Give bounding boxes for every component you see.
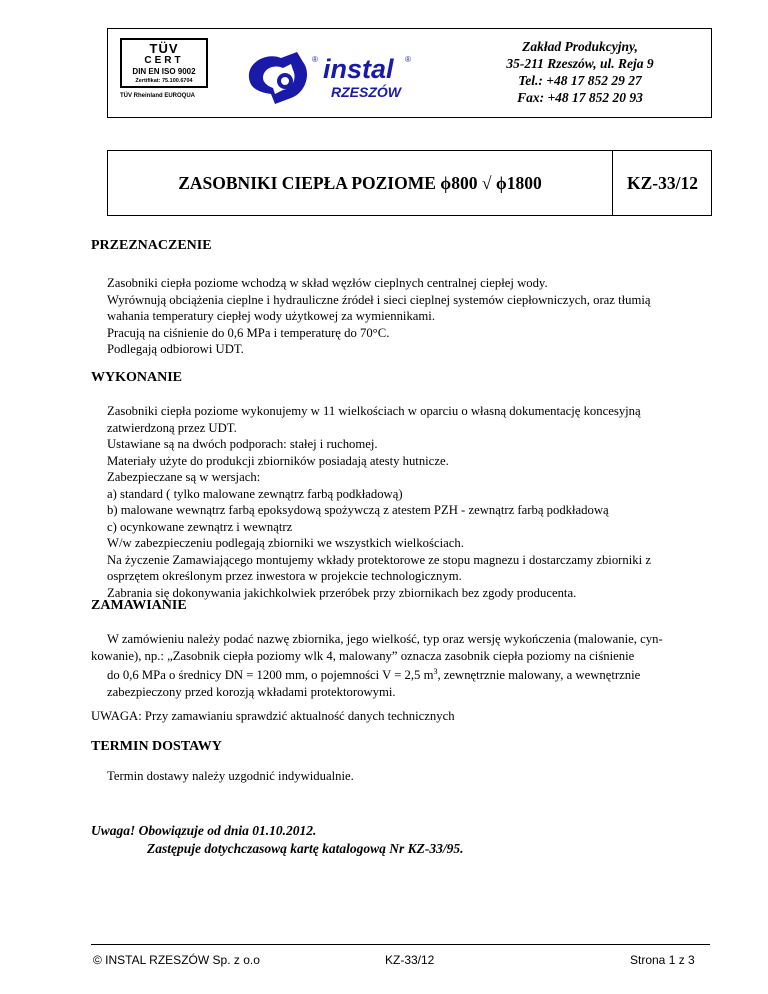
text-segment: , zewnętrznie malowany, a wewnętrznie: [437, 668, 641, 683]
tuv-cert-word: CERT: [144, 55, 184, 66]
superscript: 3: [433, 667, 438, 676]
list-item: a) standard ( tylko malowane zewnątrz farbą podkładową): [107, 486, 403, 501]
list-item: b) malowane wewnątrz farbą epoksydową spożywczą z atestem PZH - zewnątrz farbą podkładową: [107, 503, 609, 517]
termin-body: Termin dostawy należy uzgodnić indywidualnie.: [107, 769, 354, 783]
tuv-zertifikat: Zertifikat: 75.100.6704: [135, 78, 193, 84]
text-line: Na życzenie Zamawiającego montujemy wkłady protektorowe ze stopu magnezu i dostarczamy zbiorniki z: [107, 552, 651, 567]
tuv-brand: TÜV: [149, 41, 179, 56]
order-warning: UWAGA: Przy zamawianiu sprawdzić aktualność danych technicznych: [91, 709, 455, 723]
tuv-issuer: TÜV Rheinland EUROQUA: [120, 93, 196, 99]
catalog-code: KZ-33/12: [627, 172, 698, 193]
text-line: Zasobniki ciepła poziome wykonujemy w 11 wielkościach w oparciu o własną dokumentację koncesyjną: [107, 404, 641, 418]
footer-code: KZ-33/12: [385, 953, 435, 967]
contact-line: Zakład Produkcyjny,: [522, 39, 638, 54]
text-line: wahania temperatury ciepłej wody użytkowej za wymiennikami.: [107, 309, 435, 323]
text-line: kowanie), np.: „Zasobnik ciepła poziomy wlk 4, malowany” oznacza zasobnik ciepła poziomy na ciśnienie: [91, 648, 635, 663]
contact-line: Fax: +48 17 852 20 93: [517, 90, 643, 105]
validity-notice: [91, 822, 464, 858]
footer-rule: [91, 944, 710, 945]
przeznaczenie-body: [107, 275, 651, 358]
text-line: Wyrównują obciążenia cieplne i hydrauliczne źródeł i sieci cieplnej systemów ciepłowniczych, oraz tłumią: [107, 292, 651, 307]
text-line: osprzętem określonym przez inwestora w projekcie technologicznym.: [107, 569, 462, 583]
tuv-standard: DIN EN ISO 9002: [132, 67, 196, 76]
notice-line: Uwaga! Obowiązuje od dnia 01.10.2012.: [91, 823, 317, 838]
text-line: Materiały użyte do produkcji zbiorników posiadają atesty hutnicze.: [107, 453, 449, 468]
text-line: Podlegają odbiorowi UDT.: [107, 342, 244, 356]
text-line: Zabezpieczane są w wersjach:: [107, 470, 261, 484]
text-segment: do 0,6 MPa o średnicy DN = 1200 mm, o pojemności V = 2,5 m: [107, 668, 434, 683]
wykonanie-body: [107, 403, 651, 601]
notice-line: Zastępuje dotychczasową kartę katalogową Nr KZ-33/95.: [147, 841, 464, 856]
zamawianie-body: [91, 631, 663, 700]
text-line: zatwierdzoną przez UDT.: [107, 420, 237, 435]
text-line: W zamówieniu należy podać nazwę zbiornika, jego wielkość, typ oraz wersję wykończenia (malowanie, cyn-: [107, 632, 663, 646]
contact-block: [460, 38, 700, 106]
tuv-cert-logo: [120, 38, 210, 108]
section-heading-zamawianie: ZAMAWIANIE: [91, 598, 187, 613]
text-line: zabezpieczony przed korozją wkładami protektorowymi.: [107, 684, 396, 699]
footer-page-number: Strona 1 z 3: [630, 953, 695, 967]
logo-word: instal: [323, 54, 394, 84]
contact-line: 35-211 Rzeszów, ul. Reja 9: [506, 56, 654, 71]
text-line: Ustawiane są na dwóch podporach: stałej i ruchomej.: [107, 437, 378, 451]
footer-copyright: © INSTAL RZESZÓW Sp. z o.o: [93, 953, 260, 967]
text-line: Zasobniki ciepła poziome wchodzą w skład węzłów cieplnych centralnej ciepłej wody.: [107, 276, 548, 290]
document-title: ZASOBNIKI CIEPŁA POZIOME ϕ800 √ ϕ1800: [178, 172, 542, 193]
text-line: Zabrania się dokonywania jakichkolwiek przeróbek przy zbiornikach bez zgody producenta.: [107, 585, 577, 600]
list-item: c) ocynkowane zewnątrz i wewnątrz: [107, 519, 293, 534]
instal-logo: [245, 48, 415, 108]
section-heading-wykonanie: WYKONANIE: [91, 370, 183, 385]
section-heading-termin: TERMIN DOSTAWY: [91, 739, 222, 754]
text-line: W/w zabezpieczeniu podlegają zbiorniki we wszystkich wielkościach.: [107, 536, 464, 550]
text-line: [91, 664, 663, 684]
section-heading-przeznaczenie: PRZEZNACZENIE: [91, 238, 212, 253]
contact-line: Tel.: +48 17 852 29 27: [518, 73, 642, 88]
registered-mark-icon: ®: [405, 55, 411, 64]
registered-mark-icon: ®: [312, 55, 318, 64]
logo-city: RZESZÓW: [331, 84, 401, 100]
text-line: Pracują na ciśnienie do 0,6 MPa i temperaturę do 70°C.: [107, 325, 390, 340]
